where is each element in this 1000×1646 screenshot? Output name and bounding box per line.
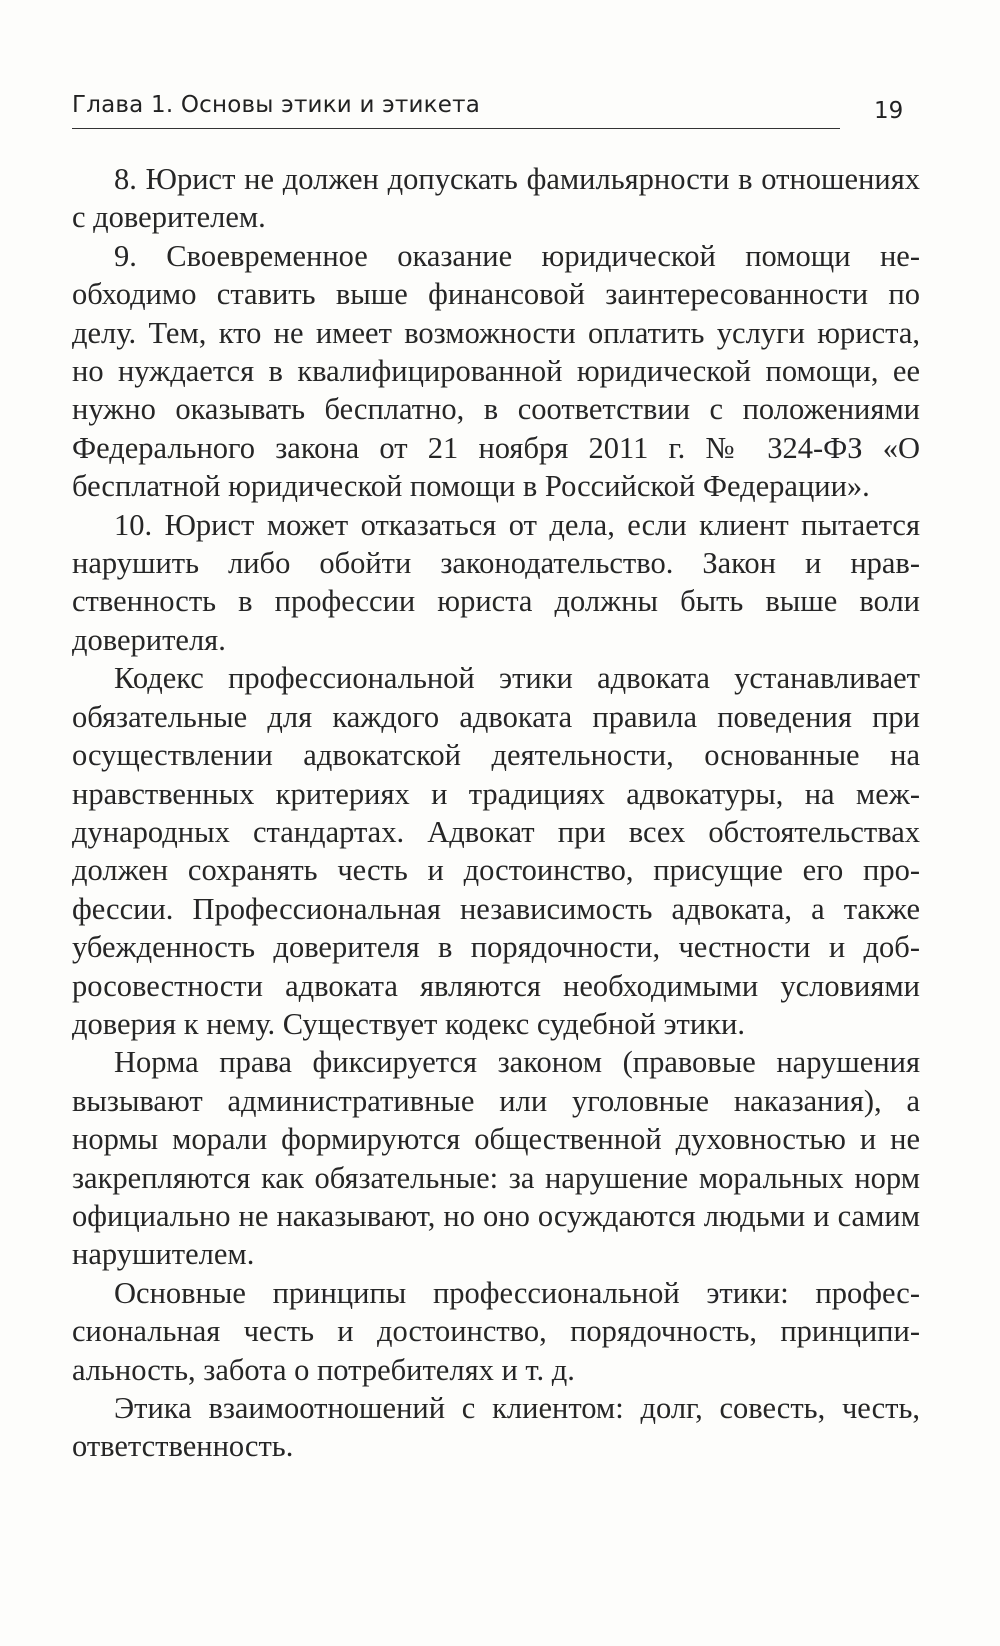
header-rule <box>72 128 840 129</box>
paragraph-item-9: 9. Своевременное оказание юридической помощи необходимо ставить выше финансовой заинтересованности по делу. Тем, кто не имеет возможности оплатить услуги юриста, но нуждается в квалифицированной юридической помощи, ее нужно оказывать бесплатно, в соответствии с положениями Федерального закона от 21 ноября 2011 г. № 324-ФЗ «О бесплатной юридической помощи в Российской Федерации». <box>72 238 920 504</box>
paragraph-item-8: 8. Юрист не должен допускать фамильярности в отношениях с доверителем. <box>72 162 920 235</box>
page-number: 19 <box>874 98 904 124</box>
paragraph-law-vs-morals: Норма права фиксируется законом (правовые нарушения вызывают административные или уголовные наказания), а нормы морали формируются общественной духовностью и не закрепляются как обязательные: за нарушение моральных норм официально не наказывают, но оно осуждаются людьми и самим нарушителем. <box>72 1045 920 1272</box>
body-text <box>72 160 920 1466</box>
paragraph-client-ethics: Этика взаимоотношений с клиентом: долг, совесть, честь, ответственность. <box>72 1391 920 1464</box>
paragraph-item-10: 10. Юрист может отказаться от дела, если клиент пытается нарушить либо обойти законодательство. Закон и нравственность в профессии юриста должны быть выше воли доверителя. <box>72 507 920 657</box>
chapter-title: Глава 1. Основы этики и этикета <box>72 92 481 118</box>
paragraph-advocate-code: Кодекс профессиональной этики адвоката устанавливает обязательные для каждого адвоката правила поведения при осуществлении адвокатской деятельности, основанные на нравственных критериях и традициях адвокатуры, на международных стандартах. Адвокат при всех обстоятельствах должен сохранять честь и достоинство, присущие его профессии. Профессиональная независимость адвоката, а также убежденность доверителя в порядочности, честности и добросовестности адвоката являются необходимыми условиями доверия к нему. Существует кодекс судебной этики. <box>72 661 920 1041</box>
paragraph-principles: Основные принципы профессиональной этики: профессиональная честь и достоинство, порядочность, принципиальность, забота о потребителях и т. д. <box>72 1275 920 1387</box>
